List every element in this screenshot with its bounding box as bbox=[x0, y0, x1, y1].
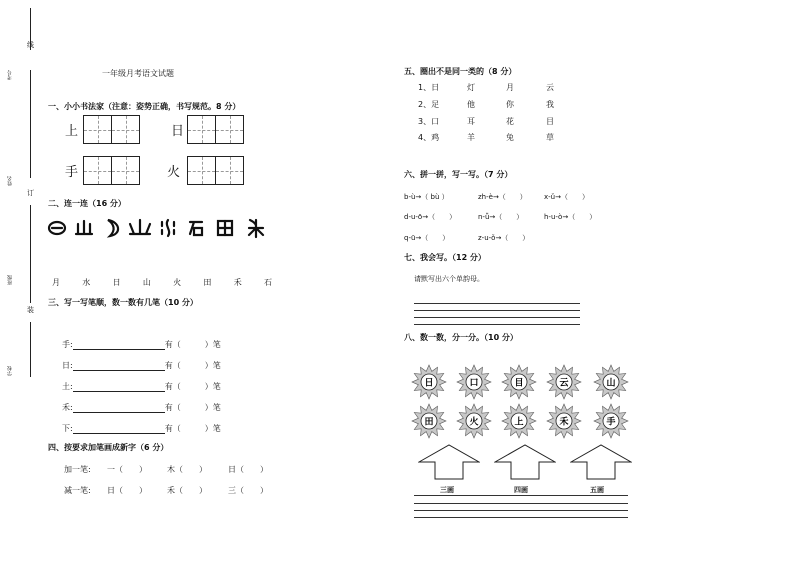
sun-character: 手 bbox=[606, 417, 616, 428]
up-arrow-icon bbox=[494, 444, 556, 480]
s6-item[interactable]: d-u-ō→（ ） bbox=[404, 213, 457, 221]
sun-card[interactable] bbox=[501, 403, 537, 439]
s3-row bbox=[62, 339, 221, 350]
page-title: 一年级月考语文试题 bbox=[102, 69, 174, 78]
s3-char: 土: bbox=[62, 382, 73, 391]
s3-char: 日: bbox=[62, 361, 73, 370]
s3-count-open: 有（ bbox=[164, 340, 181, 349]
s2-answer-4[interactable]: 山 bbox=[142, 278, 151, 287]
sun-character: 禾 bbox=[559, 417, 569, 428]
s4-add-item-2[interactable]: 木（ ） bbox=[167, 465, 207, 474]
s7-heading: 七、我会写。（12 分） bbox=[404, 253, 486, 262]
s8-writing-line[interactable] bbox=[414, 510, 628, 511]
sun-character: 日 bbox=[424, 378, 434, 389]
sun-character: 山 bbox=[606, 378, 616, 389]
binding-mark-zhuang: 装 bbox=[27, 306, 34, 314]
s2-answer-8[interactable]: 石 bbox=[263, 278, 272, 287]
s4-sub-item-2[interactable]: 禾（ ） bbox=[167, 486, 207, 495]
s8-writing-line[interactable] bbox=[414, 503, 628, 504]
label-class: 班级 bbox=[7, 275, 13, 285]
s3-stroke-blank[interactable] bbox=[73, 383, 165, 392]
label-school: 学校 bbox=[7, 366, 13, 376]
arrow-bin-1[interactable] bbox=[418, 444, 480, 484]
s5-row-1-item-4[interactable]: 云 bbox=[546, 83, 554, 92]
oracle-fire-icon bbox=[130, 220, 150, 234]
s1-writing-grid-4[interactable] bbox=[187, 156, 244, 185]
sun-icon bbox=[411, 364, 447, 400]
s5-heading: 五、圈出不是同一类的（8 分） bbox=[404, 67, 517, 76]
arrow-label-2: 四画 bbox=[514, 486, 528, 494]
s5-row-2-item-4[interactable]: 我 bbox=[546, 100, 554, 109]
s3-row bbox=[62, 381, 221, 392]
s6-item[interactable]: b-ù→（ bù ） bbox=[404, 193, 449, 201]
s3-count-open: 有（ bbox=[164, 403, 181, 412]
s3-count-close: ）笔 bbox=[204, 403, 221, 412]
s3-count-open: 有（ bbox=[164, 382, 181, 391]
s3-count-close: ）笔 bbox=[204, 424, 221, 433]
s2-answer-2[interactable]: 水 bbox=[82, 278, 91, 287]
s6-item[interactable]: x-ǔ→（ ） bbox=[544, 193, 589, 201]
s3-char: 下: bbox=[62, 424, 73, 433]
binding-line-3 bbox=[30, 322, 31, 377]
s5-row-4-item-4[interactable]: 草 bbox=[546, 133, 554, 142]
s8-writing-line[interactable] bbox=[414, 517, 628, 518]
s7-instruction: 请默写出六个单韵母。 bbox=[414, 275, 484, 283]
s1-writing-grid-2[interactable] bbox=[187, 115, 244, 144]
sun-character: 火 bbox=[469, 417, 479, 428]
s4-add-item-3[interactable]: 日（ ） bbox=[228, 465, 268, 474]
sun-character: 云 bbox=[559, 378, 569, 389]
s1-char-3: 手 bbox=[65, 165, 79, 180]
s7-writing-line[interactable] bbox=[414, 303, 580, 304]
sun-card[interactable] bbox=[411, 403, 447, 439]
binding-line-1 bbox=[30, 70, 31, 178]
s1-char-1: 上 bbox=[65, 124, 79, 139]
oracle-grain-icon bbox=[249, 220, 263, 237]
oracle-field-icon bbox=[218, 221, 232, 235]
sun-icon bbox=[456, 364, 492, 400]
s5-row-2-item-3[interactable]: 你 bbox=[506, 100, 514, 109]
s4-sub-item-1[interactable]: 日（ ） bbox=[107, 486, 147, 495]
s5-row-3-item-2[interactable]: 耳 bbox=[467, 117, 475, 126]
s8-writing-line[interactable] bbox=[414, 495, 628, 496]
sun-card[interactable] bbox=[501, 364, 537, 400]
s2-answer-5[interactable]: 火 bbox=[173, 278, 182, 287]
s3-row bbox=[62, 402, 221, 413]
s2-answer-3[interactable]: 日 bbox=[112, 278, 121, 287]
s6-item[interactable]: q-ū→（ ） bbox=[404, 234, 450, 242]
s8-heading: 八、数一数，分一分。（10 分） bbox=[404, 333, 518, 342]
sun-character: 口 bbox=[469, 378, 479, 389]
sun-icon bbox=[456, 403, 492, 439]
sun-character: 田 bbox=[424, 417, 434, 428]
s5-row-3-item-1[interactable]: 3、口 bbox=[418, 117, 440, 126]
s3-stroke-blank[interactable] bbox=[73, 425, 165, 434]
binding-mark-xian: 线 bbox=[27, 41, 34, 49]
s4-add-item-1[interactable]: 一（ ） bbox=[107, 465, 147, 474]
up-arrow-icon bbox=[570, 444, 632, 480]
s7-writing-line[interactable] bbox=[414, 324, 580, 325]
s3-stroke-blank[interactable] bbox=[73, 362, 165, 371]
sun-card[interactable] bbox=[546, 364, 582, 400]
s5-row-2-item-2[interactable]: 他 bbox=[467, 100, 475, 109]
s3-count-close: ）笔 bbox=[204, 382, 221, 391]
arrow-bin-3[interactable] bbox=[570, 444, 632, 484]
sun-card[interactable] bbox=[593, 403, 629, 439]
sun-card[interactable] bbox=[411, 364, 447, 400]
binding-mark-ding: 订 bbox=[27, 189, 34, 197]
sun-icon bbox=[501, 403, 537, 439]
label-exam-no: 考号 bbox=[7, 70, 13, 80]
s5-row-1-item-3[interactable]: 月 bbox=[506, 83, 514, 92]
s5-row-3-item-4[interactable]: 目 bbox=[546, 117, 554, 126]
s3-stroke-blank[interactable] bbox=[73, 341, 165, 350]
s6-item[interactable]: z-u-ǒ→（ ） bbox=[478, 234, 530, 242]
s4-heading: 四、按要求加笔画成新字（6 分） bbox=[48, 443, 169, 452]
s7-writing-line[interactable] bbox=[414, 310, 580, 311]
arrow-label-3: 五画 bbox=[590, 486, 604, 494]
s2-answer-1[interactable]: 月 bbox=[52, 278, 60, 287]
oracle-sun-icon bbox=[49, 222, 65, 234]
sun-icon bbox=[546, 403, 582, 439]
sun-card[interactable] bbox=[456, 364, 492, 400]
s5-row-4-item-2[interactable]: 羊 bbox=[467, 133, 475, 142]
s4-add-label: 加一笔: bbox=[64, 465, 91, 474]
s3-count-open: 有（ bbox=[164, 424, 181, 433]
s5-row-4-item-3[interactable]: 兔 bbox=[506, 133, 514, 142]
s6-item[interactable]: n-ǚ→（ ） bbox=[478, 213, 524, 221]
oracle-water-icon bbox=[162, 220, 174, 236]
s5-row-3-item-3[interactable]: 花 bbox=[506, 117, 514, 126]
sun-card[interactable] bbox=[456, 403, 492, 439]
sun-icon bbox=[501, 364, 537, 400]
sun-icon bbox=[411, 403, 447, 439]
s3-heading: 三、写一写笔顺，数一数有几笔（10 分） bbox=[48, 298, 198, 307]
s5-row-1-item-2[interactable]: 灯 bbox=[467, 83, 475, 92]
s5-row-4-item-1[interactable]: 4、鸡 bbox=[418, 133, 440, 142]
s6-item[interactable]: h-u-ò→（ ） bbox=[544, 213, 597, 221]
s3-count-close: ）笔 bbox=[204, 340, 221, 349]
s7-writing-line[interactable] bbox=[414, 317, 580, 318]
s1-heading: 一、小小书法家（注意：姿势正确，书写规范。8 分） bbox=[48, 102, 241, 111]
sun-character: 目 bbox=[514, 378, 524, 389]
oracle-stone-icon bbox=[190, 222, 202, 235]
s3-stroke-blank[interactable] bbox=[73, 404, 165, 413]
sun-icon bbox=[593, 364, 629, 400]
s5-row-1-item-1[interactable]: 1、日 bbox=[418, 83, 440, 92]
oracle-moon-icon bbox=[108, 220, 118, 236]
s1-writing-grid-3[interactable] bbox=[83, 156, 140, 185]
label-name: 姓名 bbox=[7, 176, 13, 186]
sun-card[interactable] bbox=[593, 364, 629, 400]
sun-card[interactable] bbox=[546, 403, 582, 439]
s3-count-close: ）笔 bbox=[204, 361, 221, 370]
s2-answer-7[interactable]: 禾 bbox=[233, 278, 242, 287]
s5-row-2-item-1[interactable]: 2、足 bbox=[418, 100, 440, 109]
sun-icon bbox=[546, 364, 582, 400]
sun-character: 上 bbox=[514, 417, 524, 428]
s4-sub-label: 减一笔: bbox=[64, 486, 91, 495]
oracle-mountain-icon bbox=[76, 221, 92, 234]
s1-writing-grid-1[interactable] bbox=[83, 115, 140, 144]
s6-item[interactable]: zh-è→（ ） bbox=[478, 193, 527, 201]
s3-char: 手: bbox=[62, 340, 73, 349]
s6-heading: 六、拼一拼，写一写。（7 分） bbox=[404, 170, 513, 179]
s3-row bbox=[62, 360, 221, 371]
oracle-glyphs-row bbox=[44, 216, 274, 240]
s3-row bbox=[62, 423, 221, 434]
arrow-label-1: 三画 bbox=[440, 486, 454, 494]
s4-sub-item-3[interactable]: 三（ ） bbox=[228, 486, 268, 495]
s2-heading: 二、连一连（16 分） bbox=[48, 199, 126, 208]
s1-char-2: 日 bbox=[171, 124, 185, 139]
s3-char: 禾: bbox=[62, 403, 73, 412]
s2-answer-6[interactable]: 田 bbox=[203, 278, 212, 287]
sun-icon bbox=[593, 403, 629, 439]
up-arrow-icon bbox=[418, 444, 480, 480]
s2-answer-row bbox=[52, 277, 272, 288]
binding-line-2 bbox=[30, 205, 31, 303]
s1-char-4: 火 bbox=[167, 165, 181, 180]
s3-count-open: 有（ bbox=[164, 361, 181, 370]
arrow-bin-2[interactable] bbox=[494, 444, 556, 484]
